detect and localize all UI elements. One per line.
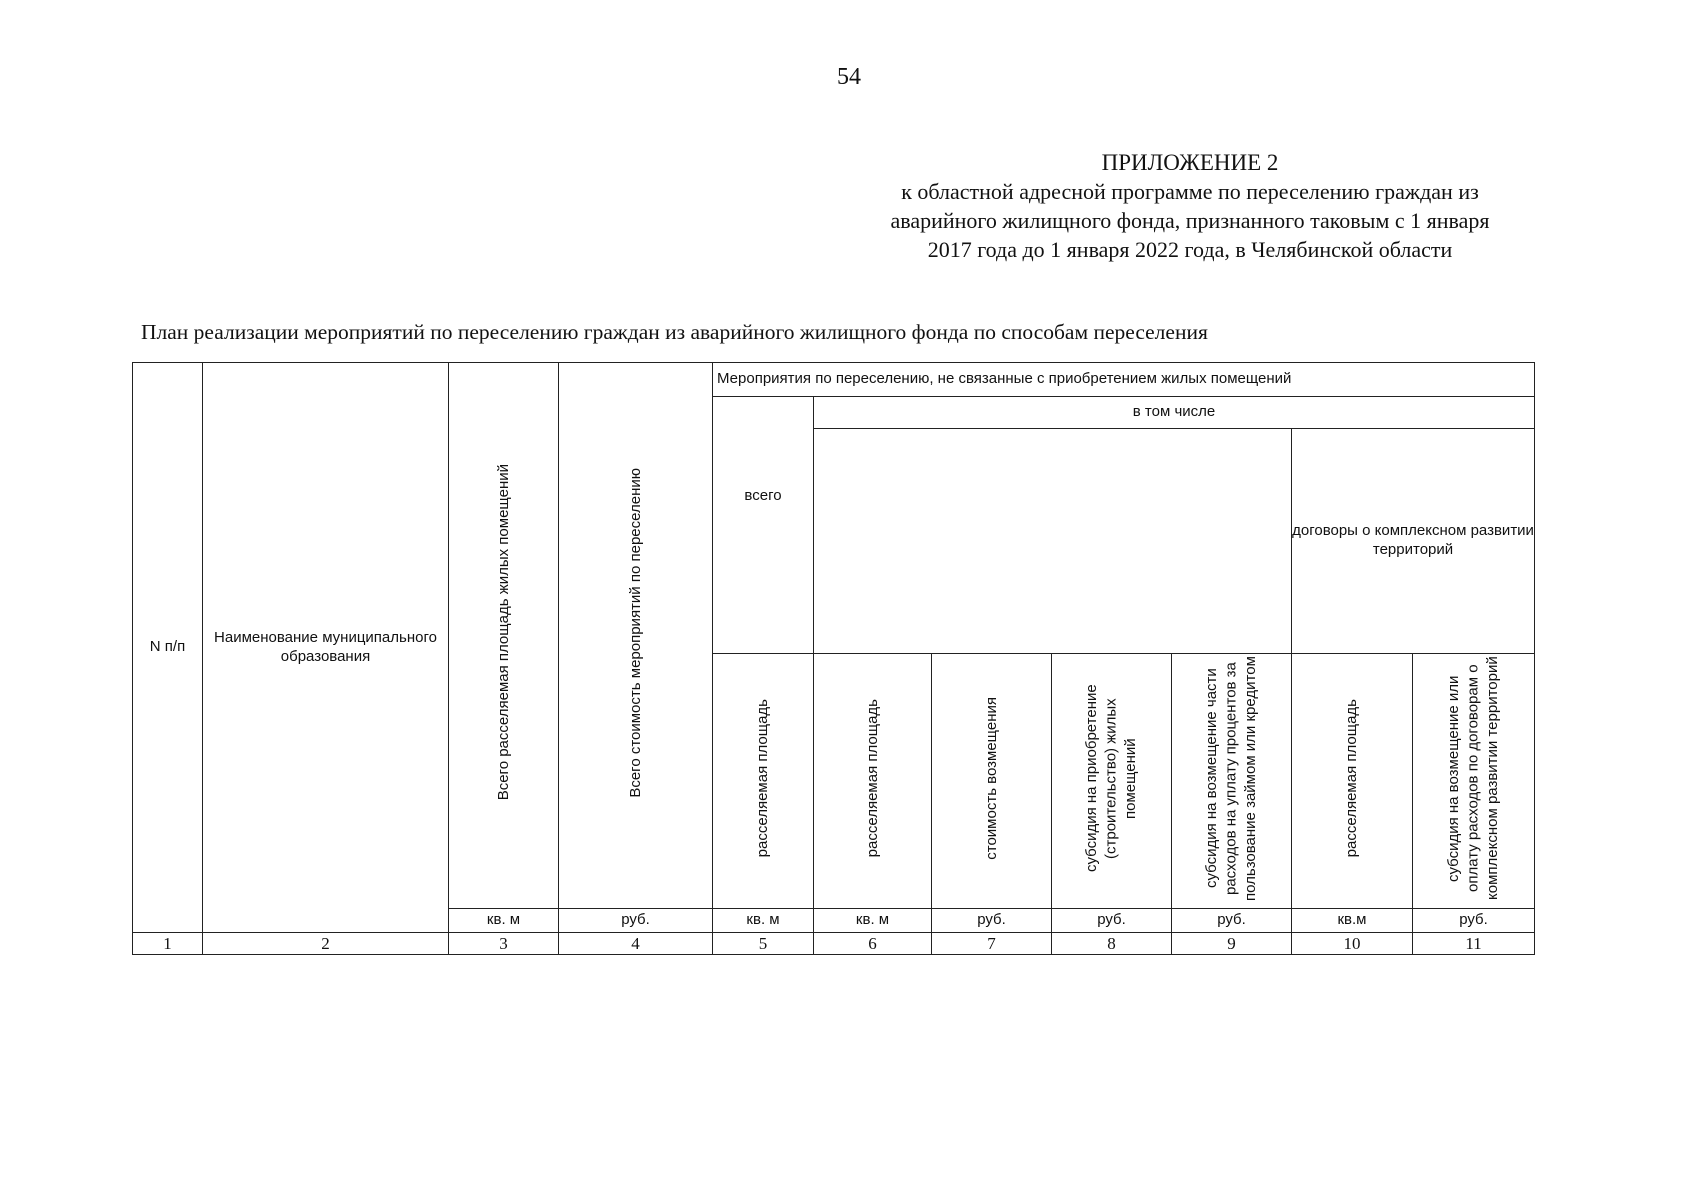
- plan-title: План реализации мероприятий по переселению граждан из аварийного жилищного фонда по способам переселения: [141, 320, 1208, 344]
- column-number: 6: [814, 933, 932, 955]
- column-number: 2: [203, 933, 449, 955]
- column-number: 5: [713, 933, 814, 955]
- appendix-line: к областной адресной программе по переселению граждан из: [901, 179, 1479, 204]
- appendix-title: ПРИЛОЖЕНИЕ 2: [1101, 150, 1279, 175]
- header-municipality: Наименование муниципального образования: [203, 363, 449, 933]
- header-blank: [814, 429, 1292, 654]
- header-col-9: субсидия на возмещение части расходов на уплату процентов за пользование займом или кредитом: [1172, 654, 1292, 909]
- unit-cell: руб.: [1052, 909, 1172, 933]
- column-number: 1: [133, 933, 203, 955]
- header-sub-total: всего: [713, 397, 814, 654]
- page-number: 54: [837, 64, 861, 90]
- unit-cell: руб.: [1172, 909, 1292, 933]
- plan-table: [132, 362, 1535, 955]
- header-total-area: Всего расселяемая площадь жилых помещений: [449, 363, 559, 909]
- unit-cell: руб.: [559, 909, 713, 933]
- header-col-11: субсидия на возмещение или оплату расходов по договорам о комплексном развитии территорий: [1413, 654, 1535, 909]
- header-total-cost: Всего стоимость мероприятий по переселению: [559, 363, 713, 909]
- column-number: 4: [559, 933, 713, 955]
- column-number: 3: [449, 933, 559, 955]
- header-col-7: стоимость возмещения: [932, 654, 1052, 909]
- header-col-10: расселяемая площадь: [1292, 654, 1413, 909]
- column-number: 11: [1413, 933, 1535, 955]
- header-col-6: расселяемая площадь: [814, 654, 932, 909]
- header-col-5: расселяемая площадь: [713, 654, 814, 909]
- header-including: в том числе: [814, 397, 1535, 429]
- unit-cell: руб.: [1413, 909, 1535, 933]
- appendix-block: [830, 148, 1550, 264]
- header-num: N п/п: [133, 363, 203, 933]
- appendix-line: аварийного жилищного фонда, признанного таковым с 1 января: [890, 208, 1490, 233]
- unit-cell: кв. м: [814, 909, 932, 933]
- column-number: 7: [932, 933, 1052, 955]
- appendix-line: 2017 года до 1 января 2022 года, в Челябинской области: [927, 237, 1453, 262]
- header-col-8: субсидия на приобретение (строительство) жилых помещений: [1052, 654, 1172, 909]
- column-number: 8: [1052, 933, 1172, 955]
- header-group: Мероприятия по переселению, не связанные с приобретением жилых помещений: [713, 363, 1535, 397]
- unit-cell: кв.м: [1292, 909, 1413, 933]
- column-number: 10: [1292, 933, 1413, 955]
- unit-cell: кв. м: [713, 909, 814, 933]
- header-contracts: договоры о комплексном развитии территорий: [1292, 429, 1535, 654]
- unit-cell: руб.: [932, 909, 1052, 933]
- unit-cell: кв. м: [449, 909, 559, 933]
- column-number: 9: [1172, 933, 1292, 955]
